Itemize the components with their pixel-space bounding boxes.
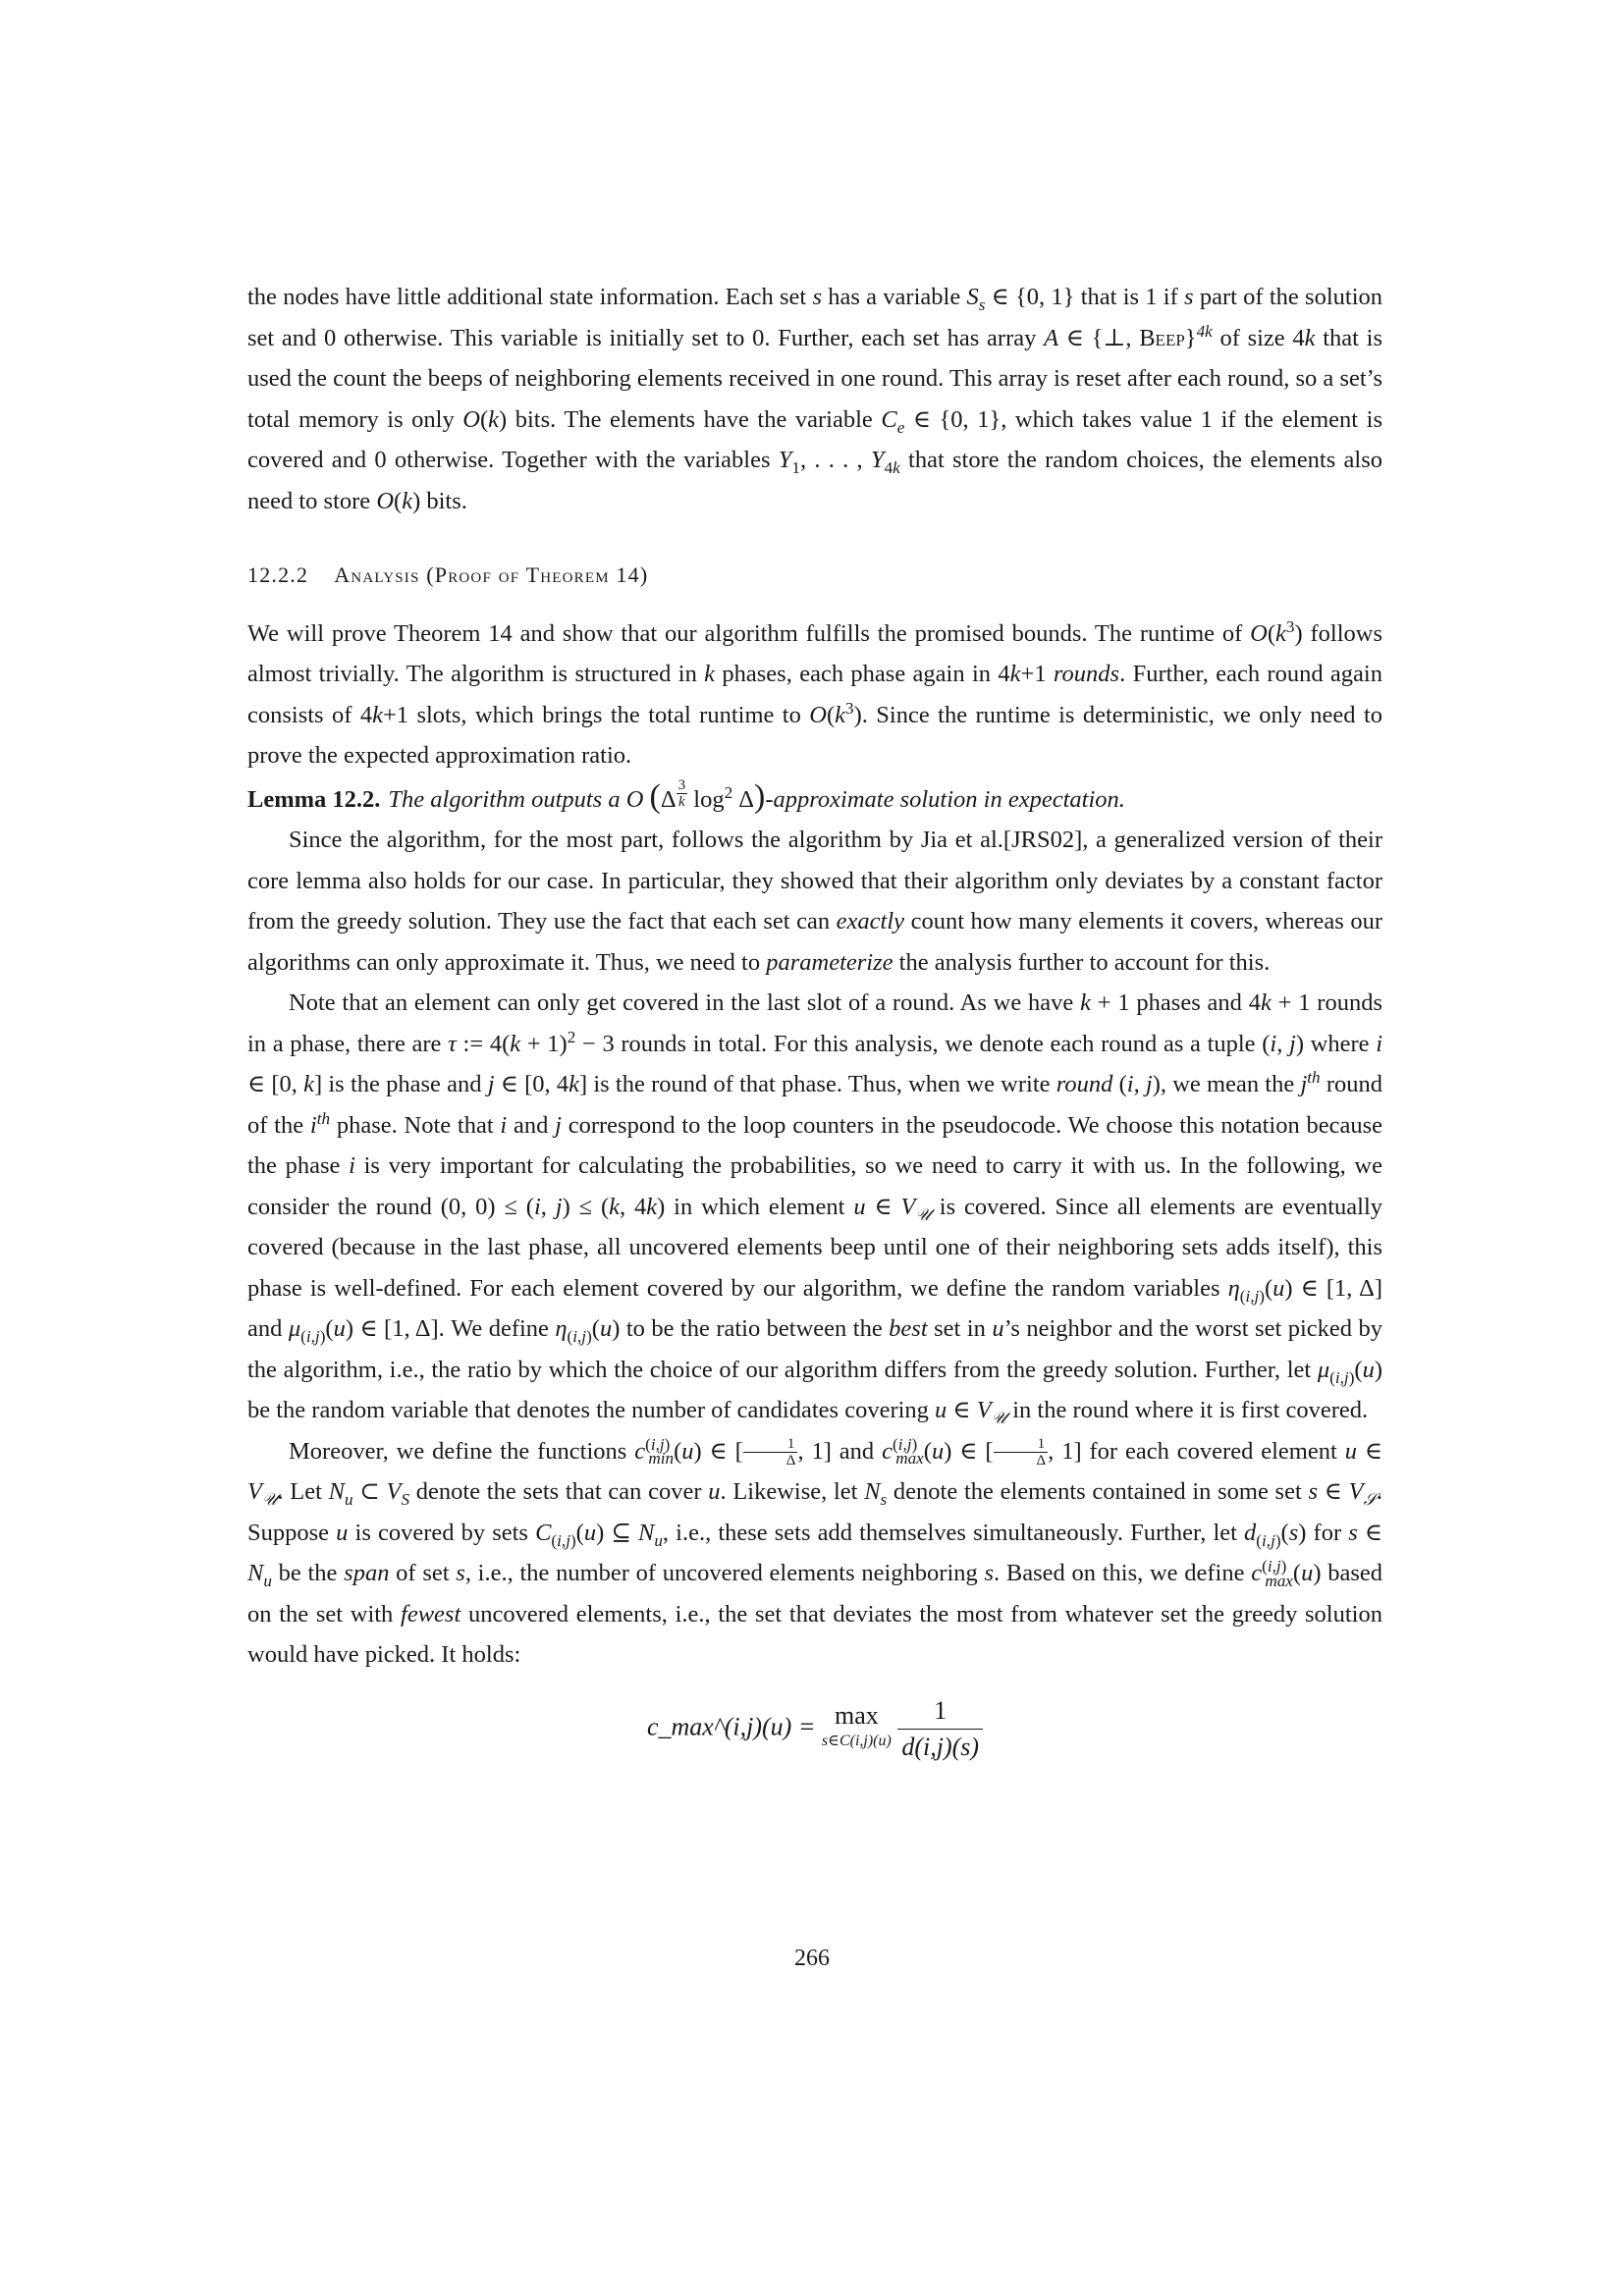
lemma-text-before: The algorithm outputs a xyxy=(388,785,621,813)
paragraph-state-info: the nodes have little additional state information. Each set s has a variable $S_s$ ∈ {0, 1} that is 1 if s part of the solution set and 0 otherwise. This variable is initially set to 0. Further, each set has array A ∈ {⊥, Beep}$^{4k}$ of size 4k that is used the count the beeps of neighboring elements received in one round. This array is reset after each round, so a set’s total memory is only O(k) bits. The elements have the variable $C_e$ ∈ {0, 1}, which takes value 1 if the element is covered and 0 otherwise. Together with the variables $Y_1$, . . . , $Y_{4k}$ that store the random choices, the elements also need to store O(k) bits. xyxy=(247,284,1383,514)
paragraph-jia: Since the algorithm, for the most part, follows the algorithm by Jia et al.[JRS02], a generalized version of their core lemma also holds for our case. In particular, they showed that their algorithm only deviates by a constant factor from the greedy solution. They use the fact that each set can exactly count how many elements it covers, whereas our algorithms can only approximate it. Thus, we need to parameterize the analysis further to account for this. xyxy=(247,827,1383,976)
lemma-math: O (Δ $^{\frac{3}{k}}$ $\log^2 \Delta$) xyxy=(625,776,766,815)
section-heading xyxy=(247,555,1382,596)
equation-fraction xyxy=(897,1693,983,1765)
page-body xyxy=(247,277,1382,1765)
lemma-label: Lemma 12.2. xyxy=(247,785,381,813)
section-title: Analysis (Proof of Theorem 14) xyxy=(334,562,649,587)
equation-numerator: 1 xyxy=(897,1693,983,1730)
lemma-text-after: -approximate solution in expectation. xyxy=(765,785,1125,813)
paragraph-runtime: We will prove Theorem 14 and show that our algorithm fulfills the promised bounds. The runtime of $O(k^3)$ follows almost trivially. The algorithm is structured in k phases, each phase again in 4k+1 rounds. Further, each round again consists of 4k+1 slots, which brings the total runtime to $O(k^3)$. Since the runtime is deterministic, we only need to prove the expected approximation ratio. xyxy=(247,616,1382,769)
lemma-statement xyxy=(247,776,1382,821)
equation-cmax xyxy=(247,1693,1382,1765)
exponent-fraction: 3 k xyxy=(677,776,686,810)
paragraph-functions: Moreover, we define the functions $c^{(i,j)}_{min}(u)$ ∈ [ $\frac{1}{\Delta}$ , 1] and $c^{(i,j)}_{max}(u)$ ∈ [ $\frac{1}{\Delta}$ , 1] for each covered element u ∈ $V_𝒰$. Let $N_u$ ⊂ $V_S$ denote the sets that can cover u. Likewise, let $N_s$ denote the elements contained in some set s ∈ $V_𝒮$. Suppose u is covered by sets $C_{(i,j)}(u)$ ⊆ $N_u$, i.e., these sets add themselves simultaneously. Further, let $d_{(i,j)}(s)$ for s ∈ $N_u$ be the span of set s, i.e., the number of uncovered elements neighboring s. Based on this, we define $c^{(i,j)}_{max}(u)$ based on the set with fewest uncovered elements, i.e., the set that deviates the most from whatever set the greedy solution would have picked. It holds: xyxy=(247,1434,1383,1668)
page-number: 266 xyxy=(794,1946,830,1971)
section-number: 12.2.2 xyxy=(247,562,309,587)
equation-denominator: d(i,j)(s) xyxy=(901,1732,980,1761)
equation-lhs: c_max^(i,j)(u) = xyxy=(646,1711,816,1740)
equation-max-operator: max s∈C(i,j)(u) xyxy=(821,1701,892,1749)
paragraph-rounds: Note that an element can only get covered in the last slot of a round. As we have k + 1 phases and 4k + 1 rounds in a phase, there are τ := $4(k + 1)^2 - 3$ rounds in total. For this analysis, we denote each round as a tuple (i, j) where i ∈ [0, k] is the phase and j ∈ [0, 4k] is the round of that phase. Thus, when we write round (i, j), we mean the $j^{th}$ round of the $i^{th}$ phase. Note that i and j correspond to the loop counters in the pseudocode. We choose this notation because the phase i is very important for calculating the probabilities, so we need to carry it with us. In the following, we consider the round (0, 0) ≤ (i, j) ≤ (k, 4k) in which element u ∈ $V_𝒰$ is covered. Since all elements are eventually covered (because in the last phase, all uncovered elements beep until one of their neighboring sets adds itself), this phase is well-defined. For each element covered by our algorithm, we define the random variables $\eta_{(i,j)}(u)$ ∈ [1, Δ] and $\mu_{(i,j)}(u)$ ∈ [1, Δ]. We define $\eta_{(i,j)}(u)$ to be the ratio between the best set in u’s neighbor and the worst set picked by the algorithm, i.e., the ratio by which the choice of our algorithm differs from the greedy solution. Further, let $\mu_{(i,j)}(u)$ be the random variable that denotes the number of candidates covering u ∈ $V_𝒰$ in the round where it is first covered. xyxy=(247,989,1383,1427)
